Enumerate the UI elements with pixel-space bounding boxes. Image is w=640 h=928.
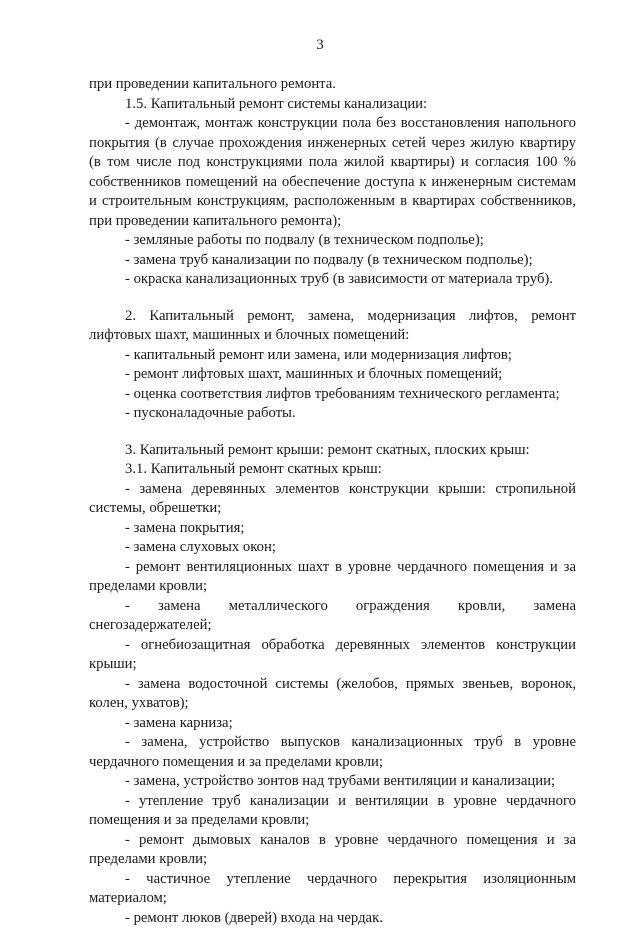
paragraph: - ремонт лифтовых шахт, машинных и блочных помещений; bbox=[89, 365, 576, 385]
paragraph: - частичное утепление чердачного перекрытия изоляционным материалом; bbox=[89, 870, 576, 909]
paragraph: - ремонт вентиляционных шахт в уровне чердачного помещения и за пределами кровли; bbox=[89, 558, 576, 597]
paragraph: - замена покрытия; bbox=[89, 519, 576, 539]
paragraph: при проведении капитального ремонта. bbox=[89, 75, 576, 95]
paragraph: - замена труб канализации по подвалу (в техническом подполье); bbox=[89, 251, 576, 271]
page-number: 3 bbox=[0, 36, 640, 54]
paragraph: - пусконаладочные работы. bbox=[89, 404, 576, 424]
paragraph: 2. Капитальный ремонт, замена, модернизация лифтов, ремонт лифтовых шахт, машинных и блочных помещений: bbox=[89, 307, 576, 346]
document-body bbox=[89, 75, 576, 928]
paragraph: 3. Капитальный ремонт крыши: ремонт скатных, плоских крыш: bbox=[89, 441, 576, 461]
paragraph-gap bbox=[89, 424, 576, 441]
paragraph: - демонтаж, монтаж конструкции пола без восстановления напольного покрытия (в случае прохождения инженерных сетей через жилую квартиру (в том числе под конструкциями пола жилой квартиры) и согласия 100 % собственников помещений на обеспечение доступа к инженерным системам и строительным конструкциям, расположенным в квартирах собственников, при проведении капитального ремонта); bbox=[89, 114, 576, 231]
paragraph: 3.1. Капитальный ремонт скатных крыш: bbox=[89, 460, 576, 480]
paragraph: 1.5. Капитальный ремонт системы канализации: bbox=[89, 95, 576, 115]
paragraph: - оценка соответствия лифтов требованиям технического регламента; bbox=[89, 385, 576, 405]
paragraph: - ремонт люков (дверей) входа на чердак. bbox=[89, 909, 576, 928]
paragraph: - замена, устройство выпусков канализационных труб в уровне чердачного помещения и за пределами кровли; bbox=[89, 733, 576, 772]
paragraph: - замена металлического ограждения кровли, замена снегозадержателей; bbox=[89, 597, 576, 636]
paragraph: - замена слуховых окон; bbox=[89, 538, 576, 558]
paragraph: - ремонт дымовых каналов в уровне чердачного помещения и за пределами кровли; bbox=[89, 831, 576, 870]
paragraph: - земляные работы по подвалу (в техническом подполье); bbox=[89, 231, 576, 251]
paragraph: - утепление труб канализации и вентиляции в уровне чердачного помещения и за пределами кровли; bbox=[89, 792, 576, 831]
paragraph: - замена деревянных элементов конструкции крыши: стропильной системы, обрешетки; bbox=[89, 480, 576, 519]
paragraph: - окраска канализационных труб (в зависимости от материала труб). bbox=[89, 270, 576, 290]
paragraph: - замена водосточной системы (желобов, прямых звеньев, воронок, колен, ухватов); bbox=[89, 675, 576, 714]
paragraph: - замена, устройство зонтов над трубами вентиляции и канализации; bbox=[89, 772, 576, 792]
paragraph: - огнебиозащитная обработка деревянных элементов конструкции крыши; bbox=[89, 636, 576, 675]
paragraph: - капитальный ремонт или замена, или модернизация лифтов; bbox=[89, 346, 576, 366]
paragraph-gap bbox=[89, 290, 576, 307]
paragraph: - замена карниза; bbox=[89, 714, 576, 734]
